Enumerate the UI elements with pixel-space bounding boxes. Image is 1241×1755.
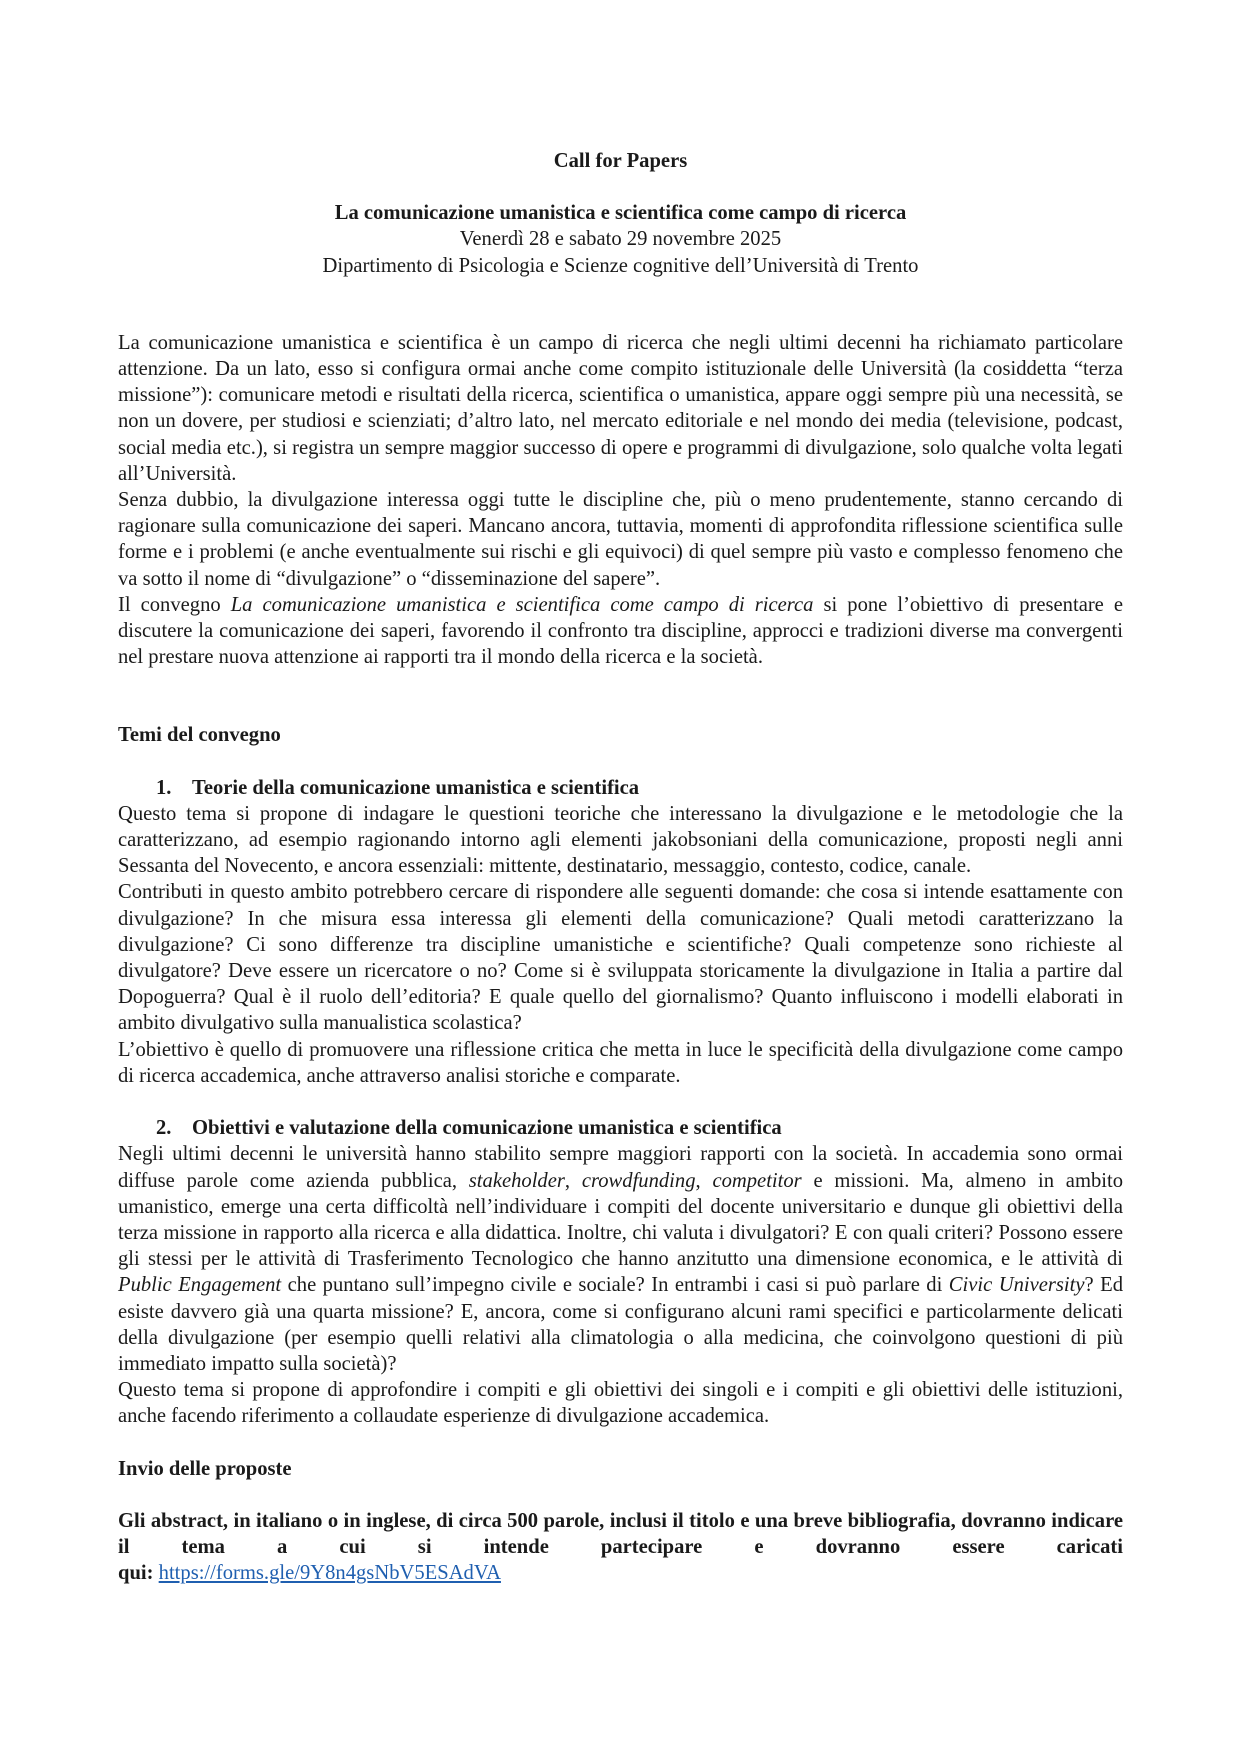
topic-2-number: 2. xyxy=(156,1117,172,1140)
term-civic-university: Civic University xyxy=(948,1274,1085,1297)
term-crowdfunding: crowdfunding xyxy=(581,1169,696,1192)
topic-2-text-a: Negli ultimi decenni le università hanno stabilito sempre maggiori rapporti con la società. In accademia sono ormai diffuse parole come azienda pubblica, xyxy=(118,1143,1123,1192)
term-public-engagement: Public Engagement xyxy=(118,1274,282,1297)
term-competitor: competitor xyxy=(712,1169,802,1192)
topic-2-text-b: , xyxy=(564,1169,582,1192)
intro-p3-before: Il convegno xyxy=(118,593,231,616)
topic-2-text-d: e missioni. Ma, almeno in ambito umanistico, emerge una certa difficoltà nell’individuare i compiti del docente universitario e dunque gli obiettivi della terza missione in rapporto alla ricerca e alla didattica. Inoltre, chi valuta i divulgatori? E con quali criteri? Possono essere gli stessi per le attività di Trasferimento Tecnologico che hanno anzitutto una dimensione economica, e le attività di xyxy=(118,1169,1124,1271)
topic-2-title xyxy=(118,1115,1123,1141)
submission-label: qui: xyxy=(118,1562,154,1585)
topic-2 xyxy=(118,1115,1123,1429)
intro-paragraph-3 xyxy=(118,592,1123,671)
topic-1-paragraph-2: Contributi in questo ambito potrebbero cercare di rispondere alle seguenti domande: che cosa si intende esattamente con divulgazione? In che misura essa interessa gli elementi della comunicazione? Quali metodi caratterizzano la divulgazione? Ci sono differenze tra discipline umanistiche e scientifiche? Quali competenze sono richieste al divulgatore? Deve essere un ricercatore o no? Come si è sviluppata storicamente la divulgazione in Italia a partire dal Dopoguerra? Qual è il ruolo dell’editoria? E quale quello del giornalismo? Quanto influiscono i modelli elaborati in ambito divulgativo sulla manualistica scolastica? xyxy=(118,881,1123,1035)
intro-paragraph-2: Senza dubbio, la divulgazione interessa oggi tutte le discipline che, più o meno prudentemente, stanno cercando di ragionare sulla comunicazione dei saperi. Mancano ancora, tuttavia, momenti di approfondita riflessione scientifica sulle forme e i problemi (e anche eventualmente sui rischi e gli equivoci) di quel sempre più vasto e complesso fenomeno che va sotto il nome di “divulgazione” o “disseminazione del sapere”. xyxy=(118,489,1123,590)
topic-2-paragraph-2: Questo tema si propone di approfondire i compiti e gli obiettivi dei singoli e i compiti e gli obiettivi delle istituzioni, anche facendo riferimento a collaudate esperienze di divulgazione accademica. xyxy=(118,1379,1123,1428)
submission-instructions xyxy=(118,1508,1123,1587)
intro-p3-after: si pone l’obiettivo di presentare e discutere la comunicazione dei saperi, favorendo il confronto tra discipline, approcci e tradizioni diverse ma convergenti nel prestare nuova attenzione ai rapporti tra il mondo della ricerca e la società. xyxy=(118,593,1123,669)
topic-1 xyxy=(118,775,1123,1089)
topic-1-title xyxy=(118,775,1123,801)
topic-2-title-text: Obiettivi e valutazione della comunicazione umanistica e scientifica xyxy=(192,1117,782,1140)
intro-paragraph-1: La comunicazione umanistica e scientifica è un campo di ricerca che negli ultimi decenni ha richiamato particolare attenzione. Da un lato, esso si configura ormai anche come compito istituzionale delle Università (la cosiddetta “terza missione”): comunicare metodi e risultati della ricerca, scientifica o umanistica, appare oggi sempre più una necessità, se non un dovere, per studiosi e scienziati; d’altro lato, nel mercato editoriale e nel mondo dei media (televisione, podcast, social media etc.), si registra un sempre maggior successo di opere e programmi di divulgazione, solo qualche volta legati all’Università. xyxy=(118,331,1123,485)
conference-header xyxy=(118,200,1123,279)
topic-2-text-c: , xyxy=(695,1169,713,1192)
term-stakeholder: stakeholder xyxy=(468,1169,565,1192)
submission-form-link[interactable]: https://forms.gle/9Y8n4gsNbV5ESAdVA xyxy=(158,1562,501,1585)
document-page xyxy=(118,148,1123,1586)
conference-dates: Venerdì 28 e sabato 29 novembre 2025 xyxy=(459,228,782,251)
submission-heading: Invio delle proposte xyxy=(118,1457,292,1480)
intro-p3-italic-title: La comunicazione umanistica e scientifica come campo di ricerca xyxy=(230,593,814,616)
conference-venue: Dipartimento di Psicologia e Scienze cognitive dell’Università di Trento xyxy=(322,254,919,277)
topic-2-paragraph-1 xyxy=(118,1141,1123,1377)
conference-title: La comunicazione umanistica e scientifica come campo di ricerca xyxy=(334,202,907,225)
topic-2-text-f: ? Ed esiste davvero già una quarta missione? E, ancora, come si configurano alcuni rami specifici e particolarmente delicati della divulgazione (per esempio quelli relativi alla climatologia o alla medicina, che coinvolgono questioni di più immediato impatto sulla società)? xyxy=(118,1274,1123,1375)
themes-heading: Temi del convegno xyxy=(118,724,281,747)
topic-1-title-text: Teorie della comunicazione umanistica e scientifica xyxy=(192,776,640,799)
call-for-papers-heading: Call for Papers xyxy=(553,150,688,172)
intro-section xyxy=(118,330,1123,671)
topic-1-paragraph-3: L’obiettivo è quello di promuovere una riflessione critica che metta in luce le specificità della divulgazione come campo di ricerca accademica, anche attraverso analisi storiche e comparate. xyxy=(118,1038,1123,1087)
topic-2-text-e: che puntano sull’impegno civile e sociale? In entrambi i casi si può parlare di xyxy=(281,1274,949,1297)
topic-1-paragraph-1: Questo tema si propone di indagare le questioni teoriche che interessano la divulgazione e le metodologie che la caratterizzano, ad esempio ragionando intorno agli elementi jakobsoniani della comunicazione, proposti negli anni Sessanta del Novecento, e ancora essenziali: mittente, destinatario, messaggio, contesto, codice, canale. xyxy=(118,802,1123,878)
topic-1-number: 1. xyxy=(156,776,172,799)
submission-text: Gli abstract, in italiano o in inglese, di circa 500 parole, inclusi il titolo e una breve bibliografia, dovranno indicare il tema a cui si intende partecipare e dovranno essere caricati xyxy=(118,1509,1123,1558)
